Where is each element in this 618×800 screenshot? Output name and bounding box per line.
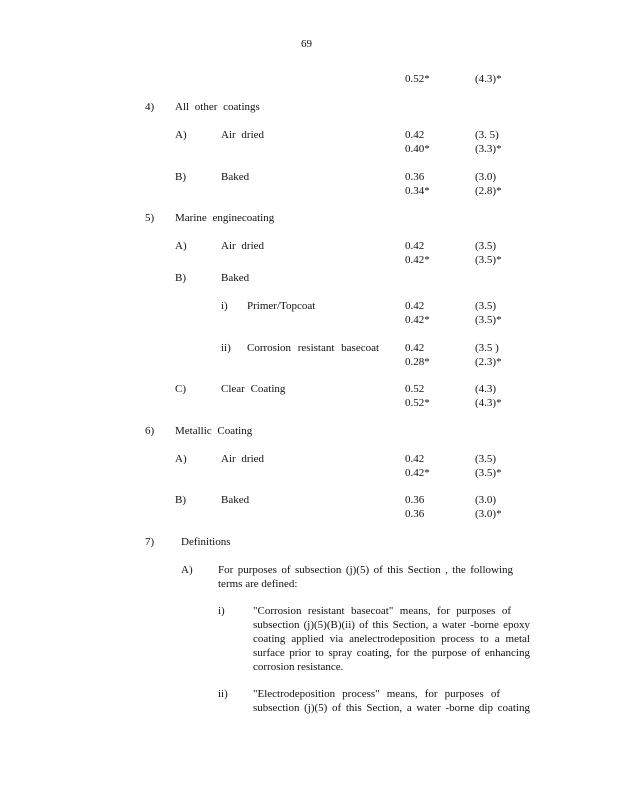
value-voc: 0.42 bbox=[405, 342, 425, 354]
subitem-label: i) bbox=[221, 300, 228, 312]
section-title: All other coatings bbox=[175, 101, 260, 113]
definition-line: surface prior to spray coating, for the purpose of enhancing bbox=[253, 647, 530, 659]
value-voc-alt: (2.3)* bbox=[475, 356, 502, 368]
value-voc: 0.52* bbox=[405, 73, 430, 85]
item-name: Clear Coating bbox=[221, 383, 286, 395]
value-voc-alt: (3.5)* bbox=[475, 467, 502, 479]
section-title: Definitions bbox=[181, 536, 231, 548]
value-voc: 0.52* bbox=[405, 397, 430, 409]
value-voc: 0.28* bbox=[405, 356, 430, 368]
value-voc-alt: (3.5 ) bbox=[475, 342, 499, 354]
item-name: Baked bbox=[221, 171, 250, 183]
section-title: Metallic Coating bbox=[175, 425, 253, 437]
section-number: 5) bbox=[145, 212, 155, 224]
value-voc-alt: (3.0) bbox=[475, 171, 497, 183]
value-voc-alt: (3.0) bbox=[475, 494, 497, 506]
section-number: 6) bbox=[145, 425, 155, 437]
section-number: 7) bbox=[145, 536, 155, 548]
value-voc-alt: (3.5)* bbox=[475, 254, 502, 266]
value-voc-alt: (3.5) bbox=[475, 300, 497, 312]
subitem-label: ii) bbox=[221, 342, 231, 354]
value-voc: 0.42* bbox=[405, 314, 430, 326]
value-voc-alt: (4.3) bbox=[475, 383, 497, 395]
item-label: A) bbox=[181, 564, 193, 576]
value-voc-alt: (3.5) bbox=[475, 453, 497, 465]
value-voc: 0.42 bbox=[405, 300, 425, 312]
value-voc: 0.42* bbox=[405, 254, 430, 266]
value-voc-alt: (3.5)* bbox=[475, 314, 502, 326]
subitem-name: Primer/Topcoat bbox=[247, 300, 316, 312]
value-voc: 0.42* bbox=[405, 467, 430, 479]
item-name: Air dried bbox=[221, 129, 265, 141]
item-name: Air dried bbox=[221, 240, 265, 252]
definition-line: "Corrosion resistant basecoat" means, for purposes of bbox=[253, 605, 511, 617]
value-voc: 0.40* bbox=[405, 143, 430, 155]
definition-line: "Electrodeposition process" means, for purposes of bbox=[253, 688, 500, 700]
definition-line: subsection (j)(5) of this Section, a water -borne dip coating bbox=[253, 702, 530, 714]
item-label: C) bbox=[175, 383, 186, 395]
value-voc: 0.36 bbox=[405, 508, 425, 520]
item-label: B) bbox=[175, 171, 186, 183]
definition-line: coating applied via anelectrodeposition process to a metal bbox=[253, 633, 530, 645]
subitem-label: i) bbox=[218, 605, 225, 617]
value-voc-alt: (3.3)* bbox=[475, 143, 502, 155]
value-voc-alt: (3. 5) bbox=[475, 129, 499, 141]
item-name: Air dried bbox=[221, 453, 265, 465]
value-voc: 0.36 bbox=[405, 171, 425, 183]
definition-line: corrosion resistance. bbox=[253, 661, 344, 673]
item-name: Baked bbox=[221, 272, 250, 284]
definition-intro-line: terms are defined: bbox=[218, 578, 298, 590]
value-voc: 0.52 bbox=[405, 383, 425, 395]
value-voc: 0.34* bbox=[405, 185, 430, 197]
subitem-label: ii) bbox=[218, 688, 228, 700]
value-voc-alt: (2.8)* bbox=[475, 185, 502, 197]
value-voc-alt: (3.0)* bbox=[475, 508, 502, 520]
item-label: A) bbox=[175, 453, 187, 465]
value-voc: 0.42 bbox=[405, 129, 425, 141]
item-label: A) bbox=[175, 129, 187, 141]
definition-line: subsection (j)(5)(B)(ii) of this Section, a water -borne epoxy bbox=[253, 619, 530, 631]
section-number: 4) bbox=[145, 101, 155, 113]
item-label: B) bbox=[175, 494, 186, 506]
value-voc: 0.42 bbox=[405, 240, 425, 252]
page-number: 69 bbox=[301, 38, 312, 50]
value-voc-alt: (4.3)* bbox=[475, 397, 502, 409]
value-voc-alt: (4.3)* bbox=[475, 73, 502, 85]
item-name: Baked bbox=[221, 494, 250, 506]
subitem-name: Corrosion resistant basecoat bbox=[247, 342, 380, 354]
section-title: Marine enginecoating bbox=[175, 212, 275, 224]
value-voc: 0.42 bbox=[405, 453, 425, 465]
item-label: B) bbox=[175, 272, 186, 284]
value-voc: 0.36 bbox=[405, 494, 425, 506]
value-voc-alt: (3.5) bbox=[475, 240, 497, 252]
definition-intro-line: For purposes of subsection (j)(5) of this Section , the following bbox=[218, 564, 513, 576]
item-label: A) bbox=[175, 240, 187, 252]
